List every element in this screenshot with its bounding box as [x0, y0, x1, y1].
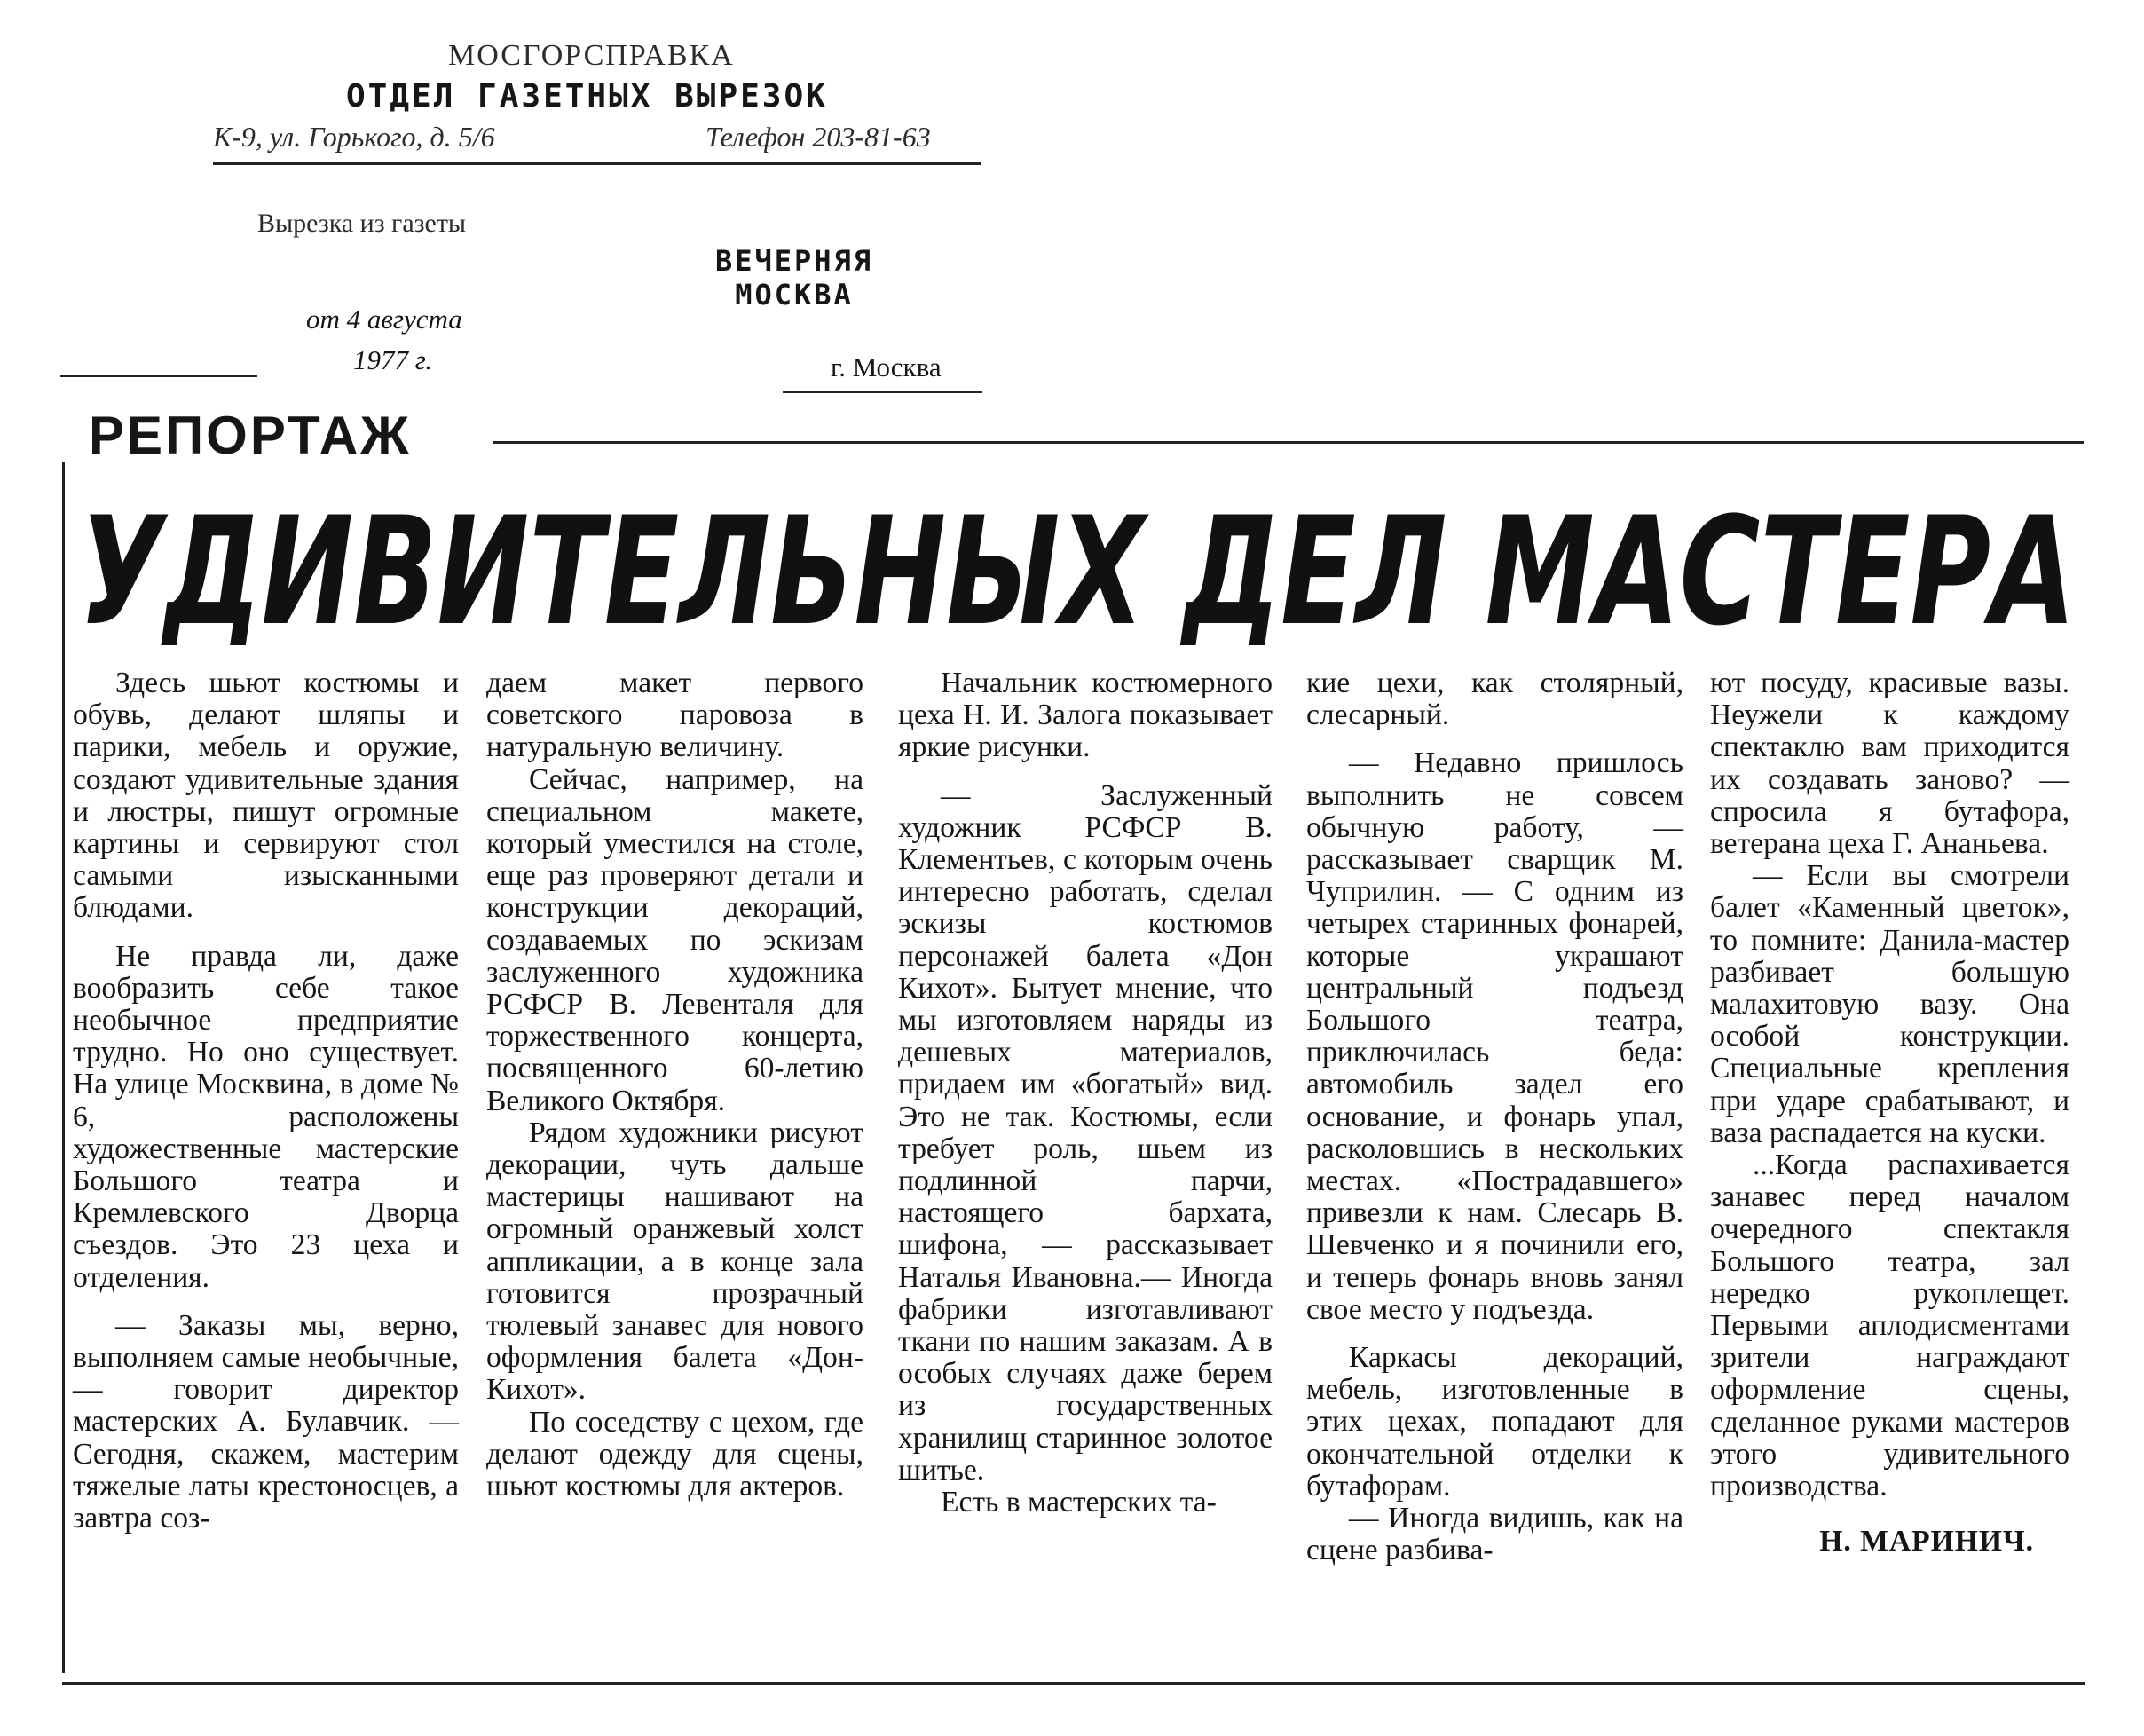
stamp-address: К-9, ул. Горького, д. 5/6: [213, 121, 495, 153]
city-underline: [783, 391, 982, 393]
agency-name: МОСГОРСПРАВКА: [448, 39, 735, 72]
paragraph: Каркасы декораций, мебель, изготовленные в этих цехах, попадают для окончательной отделки к бутафорам.: [1306, 1341, 1683, 1503]
date-underline: [60, 375, 257, 377]
paragraph: ют посуду, красивые вазы. Неужели к каждому спектаклю вам приходится их создавать заново? — спросила я бутафора, ветерана цеха Г. Ананьева.: [1710, 667, 2069, 861]
article-column-1: [73, 667, 459, 1670]
department-name: ОТДЕЛ ГАЗЕТНЫХ ВЫРЕЗОК: [346, 78, 828, 114]
paragraph: ...Когда распахивается занавес перед началом очередного спектакля Большого театра, зал нередко рукоплещет. Первыми аплодисментами зрители награждают оформление сцены, сделанное руками мастеров этого удивительного производства.: [1710, 1148, 2069, 1503]
clipping-from-label: Вырезка из газеты: [257, 209, 467, 238]
article-headline: [71, 490, 2084, 645]
stamp-phone: Телефон 203-81-63: [705, 121, 931, 153]
paragraph: Рядом художники рисуют декорации, чуть дальше мастерицы нашивают на огромный оранжевый холст аппликации, а в конце зала готовится прозрачный тюлевый занавес для нового оформления балета «Дон-Кихот».: [486, 1116, 863, 1407]
paragraph: — Иногда видишь, как на сцене разбива-: [1306, 1502, 1683, 1567]
newspaper-name: [692, 244, 896, 312]
stamp-divider: [213, 162, 981, 165]
paragraph: Не правда ли, даже вообразить себе такое необычное предприятие трудно. Но оно существует. На улице Москвина, в доме № 6, расположены художественные мастерские Большого театра и Кремлевского Дворца съездов. Это 23 цеха и отделения.: [73, 939, 459, 1294]
rubric-label: РЕПОРТАЖ: [89, 406, 412, 465]
article-column-3: [898, 667, 1273, 1670]
paragraph: По соседству с цехом, где делают одежду для сцены, шьют костюмы для актеров.: [486, 1405, 863, 1503]
newspaper-name-line1: ВЕЧЕРНЯЯ: [714, 244, 874, 278]
paragraph: Есть в мастерских та-: [941, 1486, 1217, 1519]
paragraph: даем макет первого советского паровоза в натуральную величину.: [486, 667, 863, 764]
headline-text: УДИВИТЕЛЬНЫХ ДЕЛ МАСТЕРА: [79, 490, 2076, 645]
paragraph: кие цехи, как столярный, слесарный.: [1306, 667, 1683, 732]
paragraph: — Если вы смотрели балет «Каменный цветок», то помните: Данила-мастер разбивает большую малахитовую вазу. Она особой конструкции. Специальные крепления при ударе срабатывают, и ваза распадается на куски.: [1710, 859, 2069, 1149]
paragraph: — Заказы мы, верно, выполняем самые необычные, — говорит директор мастерских А. Булавчик. — Сегодня, скажем, мастерим тяжелые латы крестоносцев, а завтра соз-: [73, 1308, 459, 1535]
clipping-city: г. Москва: [831, 351, 942, 383]
paragraph: — Недавно пришлось выполнить не совсем обычную работу, — рассказывает сварщик М. Чуприлин. — С одним из четырех старинных фонарей, которые украшают центральный подъезд Большого театра, приключилась беда: автомобиль задел его основание, и фонарь упал, расколовшись в нескольких местах. «Пострадавшего» привезли к нам. Слесарь В. Шевченко и я починили его, и теперь фонарь вновь занял свое место у подъезда.: [1306, 746, 1683, 1326]
headline-svg: [71, 490, 2084, 645]
article-body: [73, 667, 2085, 1670]
paragraph: Начальник костюмерного цеха Н. И. Залога показывает яркие рисунки.: [898, 667, 1273, 764]
paragraph: — Заслуженный художник РСФСР В. Клементьев, с которым очень интересно работать, сделал эскизы костюмов персонажей балета «Дон Кихот». Бытует мнение, что мы изготовляем наряды из дешевых материалов, придаем им «богатый» вид. Это не так. Костюмы, если требует роль, шьем из подлинной парчи, настоящего бархата, шифона, — рассказывает Наталья Ивановна.— Иногда фабрики изготавливают ткани по нашим заказам. А в особых случаях даже берем из государственных хранилищ старинное золотое шитье.: [898, 778, 1273, 1487]
newspaper-name-line2: МОСКВА: [735, 278, 854, 312]
clipping-date-year: 1977 г.: [353, 344, 433, 375]
rubric-rule: [493, 441, 2084, 444]
paragraph: Сейчас, например, на специальном макете, который уместился на столе, еще раз проверяют детали и конструкции декораций, создаваемых по эскизам заслуженного художника РСФСР В. Левенталя для торжественного концерта, посвященного 60-летию Великого Октября.: [486, 762, 863, 1117]
article-column-2: [486, 667, 863, 1670]
article-frame-left: [62, 462, 65, 1673]
author-signature: Н. МАРИНИЧ.: [1819, 1525, 2034, 1558]
paragraph: Здесь шьют костюмы и обувь, делают шляпы и парики, мебель и оружие, создают удивительные здания и люстры, пишут огромные картины и сервируют стол самыми изысканными блюдами.: [73, 667, 459, 925]
article-column-4: [1306, 667, 1683, 1670]
article-column-5: [1710, 667, 2069, 1670]
clipping-date-day: от 4 августа: [306, 304, 462, 335]
article-bottom-rule: [62, 1682, 2085, 1685]
